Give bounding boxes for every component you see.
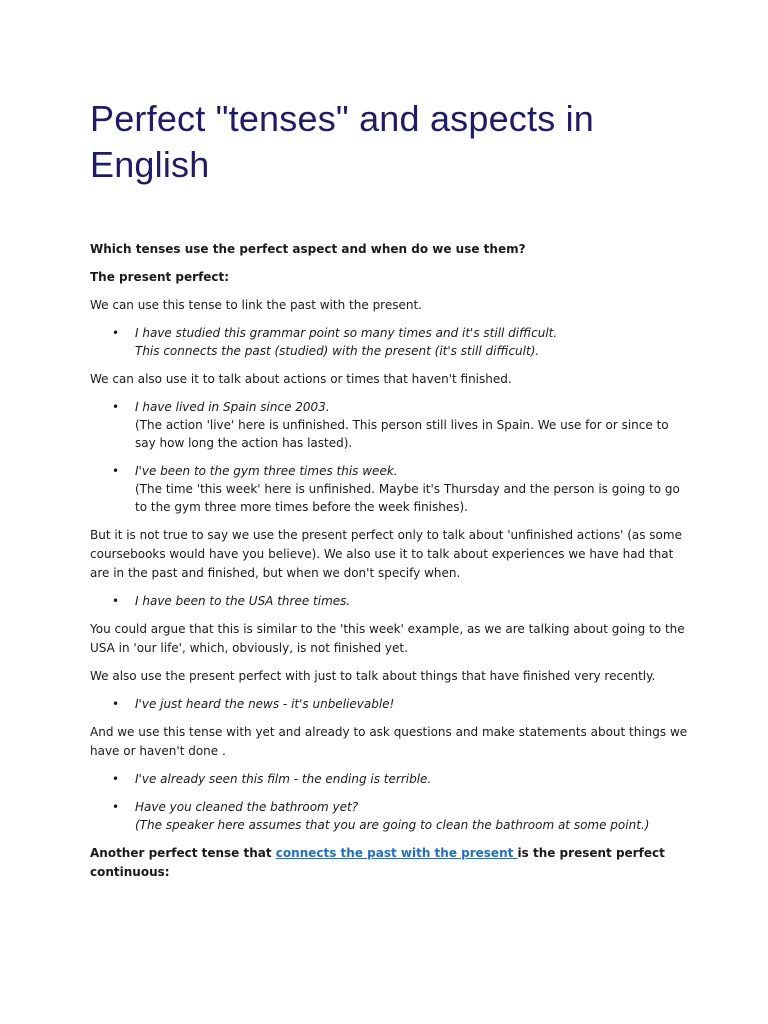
connects-past-present-link[interactable]: connects the past with the present: [275, 846, 518, 860]
paragraph-just: We also use the present perfect with just to talk about things that have finished very recently.: [90, 669, 656, 683]
example-sentence: I've already seen this film - the ending is terrible.: [135, 772, 432, 786]
example-sentence: I have been to the USA three times.: [135, 594, 351, 608]
list-item: [90, 462, 690, 516]
list-item: [90, 798, 690, 834]
bullet-icon: •: [112, 326, 120, 340]
example-sentence: I have studied this grammar point so many times and it's still difficult.: [135, 326, 558, 340]
example-list-4: [90, 695, 690, 713]
example-list-2: [90, 398, 690, 516]
question-heading: Which tenses use the perfect aspect and when do we use them?: [90, 242, 526, 256]
list-item: [90, 695, 690, 713]
example-sentence: I've been to the gym three times this week.: [135, 464, 398, 478]
example-sentence: I've just heard the news - it's unbelievable!: [135, 697, 395, 711]
list-item: [90, 770, 690, 788]
list-item: [90, 324, 690, 360]
continuous-intro: Another perfect tense that: [90, 846, 276, 860]
paragraph-argue: You could argue that this is similar to the 'this week' example, as we are talking about going to the USA in 'our life', which, obviously, is not finished yet.: [90, 622, 685, 655]
example-sentence: I have lived in Spain since 2003.: [135, 400, 330, 414]
page-title: Perfect "tenses" and aspects in English: [90, 98, 595, 185]
paragraph-unfinished: We can also use it to talk about actions or times that haven't finished.: [90, 372, 512, 386]
paragraph-link-past-present: We can use this tense to link the past with the present.: [90, 298, 422, 312]
example-explanation: (The time 'this week' here is unfinished. Maybe it's Thursday and the person is going to go to the gym three more times before the week finishes).: [135, 482, 680, 514]
continuous-outro: is the present perfect continuous:: [90, 846, 665, 879]
bullet-icon: •: [112, 772, 120, 786]
example-list-5: [90, 770, 690, 834]
bullet-icon: •: [112, 800, 120, 814]
bullet-icon: •: [112, 400, 120, 414]
present-perfect-heading: The present perfect:: [90, 270, 230, 284]
list-item: [90, 398, 690, 452]
bullet-icon: •: [112, 594, 120, 608]
example-explanation: This connects the past (studied) with the present (it's still difficult).: [135, 344, 540, 358]
example-explanation: (The action 'live' here is unfinished. This person still lives in Spain. We use for or since to say how long the action has lasted).: [135, 418, 669, 450]
bullet-icon: •: [112, 697, 120, 711]
bullet-icon: •: [112, 464, 120, 478]
paragraph-continuous: [90, 844, 690, 882]
example-list-1: [90, 324, 690, 360]
document-page: [90, 96, 690, 891]
example-sentence: Have you cleaned the bathroom yet?: [135, 800, 359, 814]
list-item: [90, 592, 690, 610]
example-explanation: (The speaker here assumes that you are going to clean the bathroom at some point.): [135, 818, 650, 832]
paragraph-experiences: But it is not true to say we use the present perfect only to talk about 'unfinished actions' (as some coursebooks would have you believe). We also use it to talk about experiences we have had that are in the past and finished, but when we don't specify when.: [90, 528, 682, 580]
example-list-3: [90, 592, 690, 610]
paragraph-yet-already: And we use this tense with yet and already to ask questions and make statements about things we have or haven't done .: [90, 725, 688, 758]
